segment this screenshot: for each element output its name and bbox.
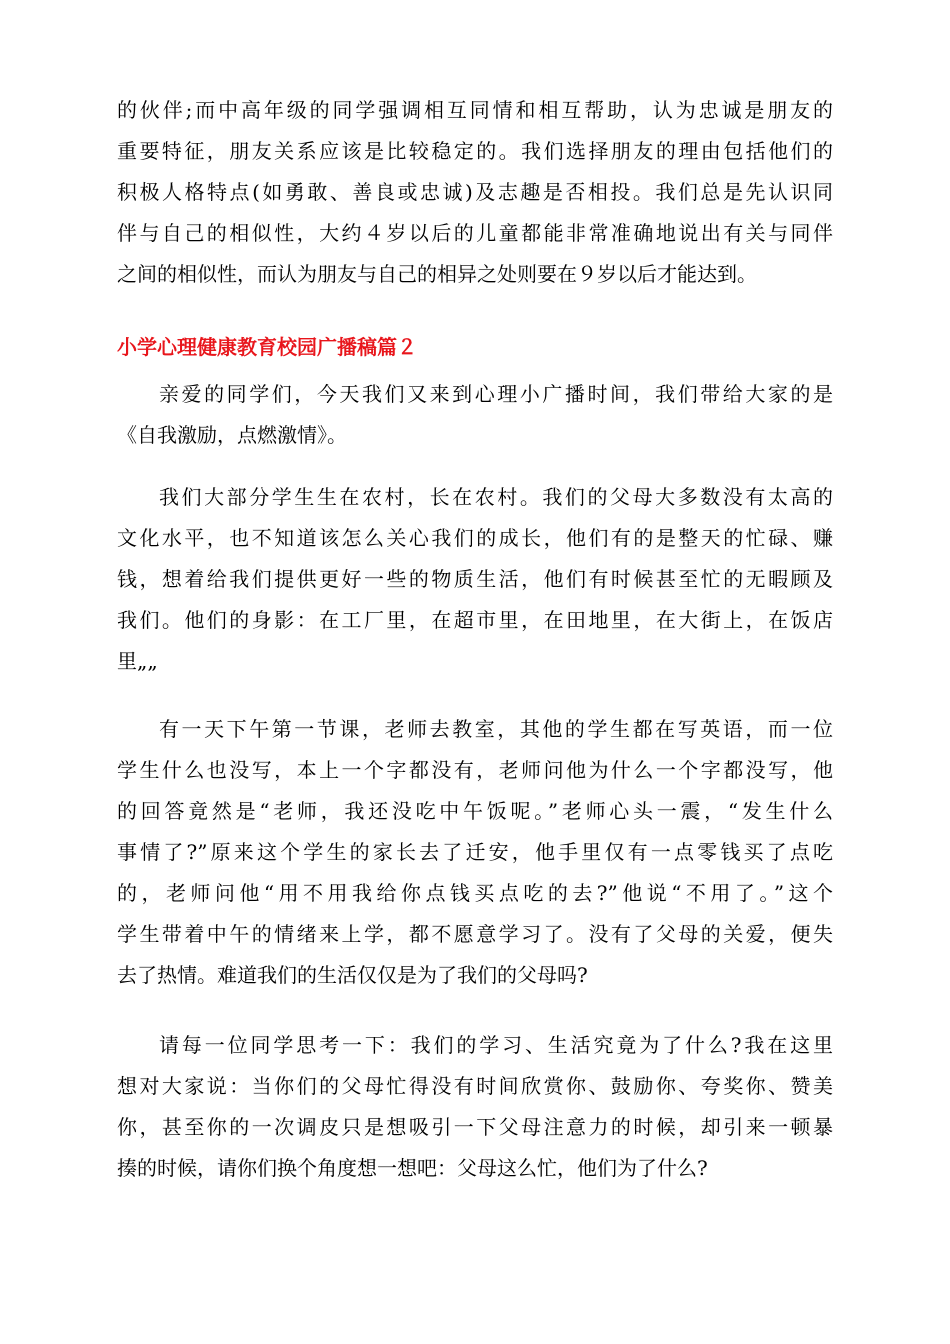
paragraph-line: 学生带着中午的情绪来上学，都不愿意学习了。没有了父母的关爱，便失: [117, 922, 833, 946]
paragraph-1: [117, 90, 833, 295]
paragraph-line: 请每一位同学思考一下：我们的学习、生活究竟为了什么?我在这里: [159, 1033, 833, 1057]
paragraph-2: [117, 374, 833, 456]
paragraph-line: 之间的相似性，而认为朋友与自己的相异之处则要在９岁以后才能达到。: [117, 262, 757, 286]
paragraph-line: 有一天下午第一节课，老师去教室，其他的学生都在写英语，而一位: [159, 717, 833, 741]
paragraph-4: [117, 709, 833, 996]
paragraph-line: 想对大家说：当你们的父母忙得没有时间欣赏你、鼓励你、夸奖你、赞美: [117, 1074, 833, 1098]
paragraph-line: 亲爱的同学们，今天我们又来到心理小广播时间，我们带给大家的是: [159, 382, 833, 406]
paragraph-line: 伴与自己的相似性，大约４岁以后的儿童都能非常准确地说出有关与同伴: [117, 221, 833, 245]
paragraph-line: 的伙伴;而中高年级的同学强调相互同情和相互帮助，认为忠诚是朋友的: [117, 98, 833, 122]
paragraph-5: [117, 1025, 833, 1189]
paragraph-line: 重要特征，朋友关系应该是比较稳定的。我们选择朋友的理由包括他们的: [117, 139, 833, 163]
paragraph-line: 钱，想着给我们提供更好一些的物质生活，他们有时候甚至忙的无暇顾及: [117, 567, 833, 591]
paragraph-line: 里„„: [117, 649, 158, 673]
section-heading: 小学心理健康教育校园广播稿篇２: [117, 335, 417, 359]
paragraph-line: 的，老师问他“用不用我给你点钱买点吃的去?”他说“不用了。”这个: [117, 881, 833, 905]
paragraph-line: 《自我激励，点燃激情》。: [117, 423, 347, 447]
paragraph-line: 去了热情。难道我们的生活仅仅是为了我们的父母吗?: [117, 963, 588, 987]
paragraph-line: 你，甚至你的一次调皮只是想吸引一下父母注意力的时候，却引来一顿暴: [117, 1115, 833, 1139]
paragraph-line: 积极人格特点(如勇敢、善良或忠诚)及志趣是否相投。我们总是先认识同: [117, 180, 833, 204]
paragraph-line: 的回答竟然是“老师，我还没吃中午饭呢。”老师心头一震，“发生什么: [117, 799, 833, 823]
paragraph-line: 文化水平，也不知道该怎么关心我们的成长，他们有的是整天的忙碌、赚: [117, 526, 833, 550]
paragraph-line: 学生什么也没写，本上一个字都没有，老师问他为什么一个字都没写，他: [117, 758, 833, 782]
paragraph-3: [117, 477, 833, 682]
paragraph-line: 我们大部分学生生在农村，长在农村。我们的父母大多数没有太高的: [159, 485, 833, 509]
paragraph-line: 事情了?”原来这个学生的家长去了迁安，他手里仅有一点零钱买了点吃: [117, 840, 833, 864]
paragraph-line: 我们。他们的身影：在工厂里，在超市里，在田地里，在大街上，在饭店: [117, 608, 833, 632]
paragraph-line: 揍的时候，请你们换个角度想一想吧：父母这么忙，他们为了什么?: [117, 1156, 708, 1180]
